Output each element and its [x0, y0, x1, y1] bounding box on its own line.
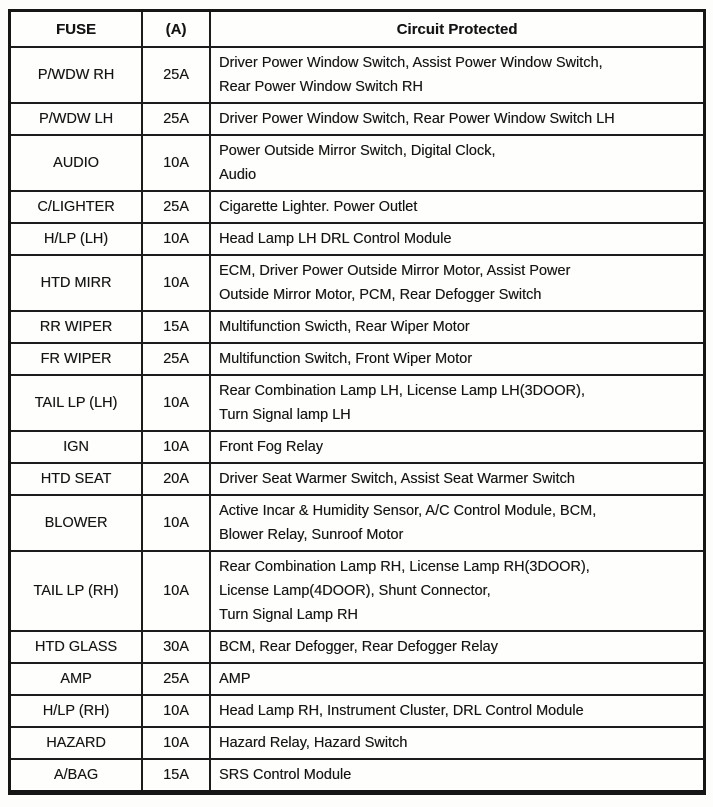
fuse-name-cell: HTD MIRR [10, 255, 143, 311]
table-row [10, 311, 705, 343]
table-row [10, 103, 705, 135]
circuit-protected-cell [210, 135, 705, 191]
fuse-name-cell: TAIL LP (RH) [10, 551, 143, 631]
circuit-protected-cell [210, 343, 705, 375]
amperage-cell: 25A [142, 343, 210, 375]
circuit-protected-cell [210, 255, 705, 311]
amperage-cell: 10A [142, 727, 210, 759]
table-header-row [10, 11, 705, 48]
circuit-line: Driver Power Window Switch, Assist Power Window Switch, [219, 55, 603, 71]
fuse-table-body [10, 47, 705, 793]
circuit-line: Rear Power Window Switch RH [219, 79, 423, 95]
table-row [10, 695, 705, 727]
circuit-line: Hazard Relay, Hazard Switch [219, 735, 408, 751]
circuit-protected-cell [210, 759, 705, 793]
table-row [10, 47, 705, 103]
circuit-protected-cell [210, 463, 705, 495]
amperage-cell: 10A [142, 495, 210, 551]
table-row [10, 727, 705, 759]
table-row [10, 223, 705, 255]
circuit-line: Driver Power Window Switch, Rear Power Window Switch LH [219, 111, 615, 127]
amperage-cell: 20A [142, 463, 210, 495]
circuit-protected-cell [210, 311, 705, 343]
amperage-cell: 15A [142, 759, 210, 793]
fuse-name-cell: A/BAG [10, 759, 143, 793]
circuit-line: Rear Combination Lamp LH, License Lamp LH(3DOOR), [219, 383, 585, 399]
amperage-cell: 25A [142, 47, 210, 103]
amperage-cell: 10A [142, 135, 210, 191]
circuit-line: Cigarette Lighter. Power Outlet [219, 199, 418, 215]
fuse-table [8, 9, 706, 795]
circuit-protected-cell [210, 695, 705, 727]
circuit-line: Audio [219, 167, 257, 183]
fuse-name-cell: HTD SEAT [10, 463, 143, 495]
circuit-protected-cell [210, 47, 705, 103]
table-row [10, 759, 705, 793]
amperage-cell: 10A [142, 223, 210, 255]
amperage-cell: 25A [142, 191, 210, 223]
table-row [10, 431, 705, 463]
circuit-line: Turn Signal Lamp RH [219, 607, 358, 623]
circuit-protected-cell [210, 663, 705, 695]
circuit-line: AMP [219, 671, 251, 687]
circuit-line: Active Incar & Humidity Sensor, A/C Control Module, BCM, [219, 503, 597, 519]
fuse-name-cell: AMP [10, 663, 143, 695]
fuse-name-cell: C/LIGHTER [10, 191, 143, 223]
fuse-name-cell: P/WDW RH [10, 47, 143, 103]
circuit-line: Front Fog Relay [219, 439, 323, 455]
circuit-line: ECM, Driver Power Outside Mirror Motor, Assist Power [219, 263, 571, 279]
circuit-line: Multifunction Switch, Front Wiper Motor [219, 351, 473, 367]
circuit-line: BCM, Rear Defogger, Rear Defogger Relay [219, 639, 498, 655]
fuse-name-cell: FR WIPER [10, 343, 143, 375]
circuit-line: SRS Control Module [219, 767, 352, 783]
circuit-line: Blower Relay, Sunroof Motor [219, 527, 404, 543]
circuit-line: Power Outside Mirror Switch, Digital Clock, [219, 143, 496, 159]
circuit-line: Turn Signal lamp LH [219, 407, 351, 423]
table-row [10, 463, 705, 495]
fuse-name-cell: TAIL LP (LH) [10, 375, 143, 431]
header-circuit-protected: Circuit Protected [210, 11, 705, 48]
amperage-cell: 10A [142, 551, 210, 631]
fuse-name-cell: HAZARD [10, 727, 143, 759]
fuse-name-cell: AUDIO [10, 135, 143, 191]
table-row [10, 375, 705, 431]
table-row [10, 255, 705, 311]
fuse-name-cell: P/WDW LH [10, 103, 143, 135]
circuit-protected-cell [210, 551, 705, 631]
amperage-cell: 25A [142, 663, 210, 695]
table-row [10, 495, 705, 551]
amperage-cell: 10A [142, 431, 210, 463]
circuit-line: Head Lamp RH, Instrument Cluster, DRL Control Module [219, 703, 584, 719]
circuit-line: Outside Mirror Motor, PCM, Rear Defogger Switch [219, 287, 542, 303]
fuse-name-cell: H/LP (RH) [10, 695, 143, 727]
circuit-protected-cell [210, 495, 705, 551]
fuse-name-cell: IGN [10, 431, 143, 463]
header-amperage: (A) [142, 11, 210, 48]
table-row [10, 551, 705, 631]
amperage-cell: 10A [142, 695, 210, 727]
table-row [10, 343, 705, 375]
circuit-protected-cell [210, 727, 705, 759]
circuit-line: Driver Seat Warmer Switch, Assist Seat Warmer Switch [219, 471, 575, 487]
amperage-cell: 10A [142, 375, 210, 431]
table-row [10, 663, 705, 695]
amperage-cell: 30A [142, 631, 210, 663]
fuse-name-cell: H/LP (LH) [10, 223, 143, 255]
amperage-cell: 10A [142, 255, 210, 311]
circuit-line: Multifunction Swicth, Rear Wiper Motor [219, 319, 470, 335]
circuit-line: Rear Combination Lamp RH, License Lamp RH(3DOOR), [219, 559, 590, 575]
fuse-name-cell: BLOWER [10, 495, 143, 551]
amperage-cell: 15A [142, 311, 210, 343]
circuit-line: License Lamp(4DOOR), Shunt Connector, [219, 583, 491, 599]
fuse-name-cell: HTD GLASS [10, 631, 143, 663]
header-fuse: FUSE [10, 11, 143, 48]
circuit-protected-cell [210, 223, 705, 255]
circuit-line: Head Lamp LH DRL Control Module [219, 231, 452, 247]
table-row [10, 191, 705, 223]
table-row [10, 631, 705, 663]
circuit-protected-cell [210, 431, 705, 463]
circuit-protected-cell [210, 191, 705, 223]
circuit-protected-cell [210, 375, 705, 431]
circuit-protected-cell [210, 631, 705, 663]
table-row [10, 135, 705, 191]
amperage-cell: 25A [142, 103, 210, 135]
fuse-name-cell: RR WIPER [10, 311, 143, 343]
circuit-protected-cell [210, 103, 705, 135]
